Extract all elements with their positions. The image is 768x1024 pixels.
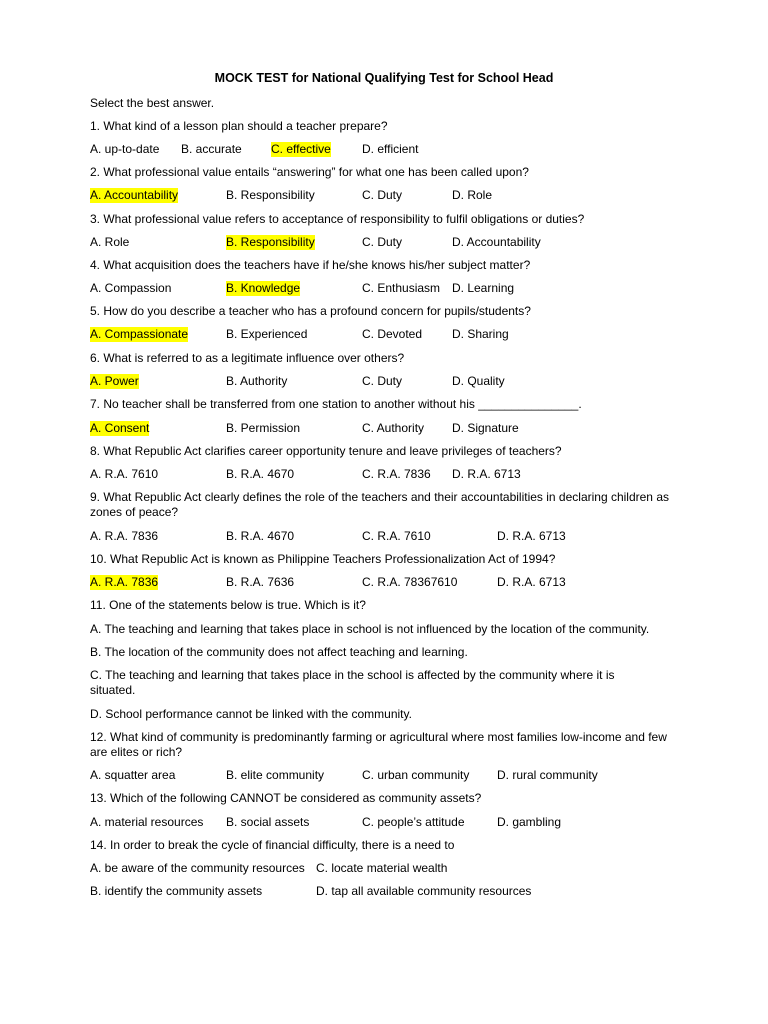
q5-option-c: C. Devoted (362, 327, 423, 341)
question-2: 2. What professional value entails “answering” for what one has been called upon? (90, 165, 529, 179)
q5-option-d: D. Sharing (452, 327, 509, 341)
q4-option-d: D. Learning (452, 281, 515, 295)
question-12: 12. What kind of community is predominantly farming or agricultural where most families low-income and few are elites or rich? (90, 730, 667, 759)
q11-option-c: C. The teaching and learning that takes place in the school is affected by the community where it is situated. (90, 668, 615, 697)
q6-option-a-answer: A. Power (90, 374, 139, 388)
q3-option-d: D. Accountability (452, 235, 541, 249)
document-title: MOCK TEST for National Qualifying Test for School Head (214, 71, 554, 85)
question-10: 10. What Republic Act is known as Philippine Teachers Professionalization Act of 1994? (90, 552, 556, 566)
q11-option-b: B. The location of the community does not affect teaching and learning. (90, 645, 468, 659)
q7-option-c: C. Authority (362, 421, 425, 435)
q8-option-a: A. R.A. 7610 (90, 467, 159, 481)
q14-option-b: B. identify the community assets (90, 884, 263, 898)
q5-option-a-answer: A. Compassionate (90, 327, 189, 341)
q8-option-b: B. R.A. 4670 (226, 467, 295, 481)
q3-option-a: A. Role (90, 235, 130, 249)
q10-option-d: D. R.A. 6713 (497, 575, 566, 589)
q3-option-c: C. Duty (362, 235, 403, 249)
q13-option-c: C. people’s attitude (362, 815, 465, 829)
q3-option-b-answer: B. Responsibility (226, 235, 315, 249)
question-3: 3. What professional value refers to acceptance of responsibility to fulfil obligations or duties? (90, 212, 585, 226)
question-1: 1. What kind of a lesson plan should a teacher prepare? (90, 119, 388, 133)
q9-option-c: C. R.A. 7610 (362, 529, 431, 543)
question-14: 14. In order to break the cycle of financial difficulty, there is a need to (90, 838, 455, 852)
question-9: 9. What Republic Act clearly defines the role of the teachers and their accountabilities in declaring children as zones of peace? (90, 490, 669, 519)
q1-option-a: A. up-to-date (90, 142, 160, 156)
question-5: 5. How do you describe a teacher who has a profound concern for pupils/students? (90, 304, 531, 318)
q9-option-d: D. R.A. 6713 (497, 529, 566, 543)
question-8: 8. What Republic Act clarifies career opportunity tenure and leave privileges of teachers? (90, 444, 562, 458)
q13-option-b: B. social assets (226, 815, 310, 829)
question-11: 11. One of the statements below is true. Which is it? (90, 598, 366, 612)
q2-option-c: C. Duty (362, 188, 403, 202)
q9-option-a: A. R.A. 7836 (90, 529, 159, 543)
q12-option-c: C. urban community (362, 768, 470, 782)
q4-option-b-answer: B. Knowledge (226, 281, 301, 295)
q1-option-d: D. efficient (362, 142, 419, 156)
q6-option-b: B. Authority (226, 374, 288, 388)
q5-option-b: B. Experienced (226, 327, 308, 341)
question-6: 6. What is referred to as a legitimate influence over others? (90, 351, 405, 365)
q8-option-d: D. R.A. 6713 (452, 467, 521, 481)
q2-option-b: B. Responsibility (226, 188, 315, 202)
q14-option-a: A. be aware of the community resources (90, 861, 305, 875)
q2-option-a-answer: A. Accountability (90, 188, 179, 202)
q13-option-a: A. material resources (90, 815, 204, 829)
question-7: 7. No teacher shall be transferred from one station to another without his _______________. (90, 397, 582, 411)
q6-option-d: D. Quality (452, 374, 505, 388)
q12-option-b: B. elite community (226, 768, 325, 782)
q6-option-c: C. Duty (362, 374, 403, 388)
q7-option-a-answer: A. Consent (90, 421, 150, 435)
q1-option-c-answer: C. effective (271, 142, 331, 156)
q4-option-c: C. Enthusiasm (362, 281, 441, 295)
q4-option-a: A. Compassion (90, 281, 172, 295)
q12-option-d: D. rural community (497, 768, 598, 782)
q12-option-a: A. squatter area (90, 768, 176, 782)
q9-option-b: B. R.A. 4670 (226, 529, 295, 543)
instruction-text: Select the best answer. (90, 96, 215, 110)
q8-option-c: C. R.A. 7836 (362, 467, 431, 481)
q2-option-d: D. Role (452, 188, 493, 202)
q10-option-c: C. R.A. 78367610 (362, 575, 458, 589)
q13-option-d: D. gambling (497, 815, 562, 829)
q11-option-a: A. The teaching and learning that takes place in school is not influenced by the location of the community. (90, 622, 650, 636)
question-13: 13. Which of the following CANNOT be considered as community assets? (90, 791, 482, 805)
question-4: 4. What acquisition does the teachers have if he/she knows his/her subject matter? (90, 258, 531, 272)
q1-option-b: B. accurate (181, 142, 242, 156)
q11-option-d: D. School performance cannot be linked with the community. (90, 707, 412, 721)
q7-option-d: D. Signature (452, 421, 519, 435)
q10-option-a-answer: A. R.A. 7836 (90, 575, 159, 589)
q7-option-b: B. Permission (226, 421, 301, 435)
q14-option-c: C. locate material wealth (316, 861, 448, 875)
q14-option-d: D. tap all available community resources (316, 884, 532, 898)
q10-option-b: B. R.A. 7636 (226, 575, 295, 589)
